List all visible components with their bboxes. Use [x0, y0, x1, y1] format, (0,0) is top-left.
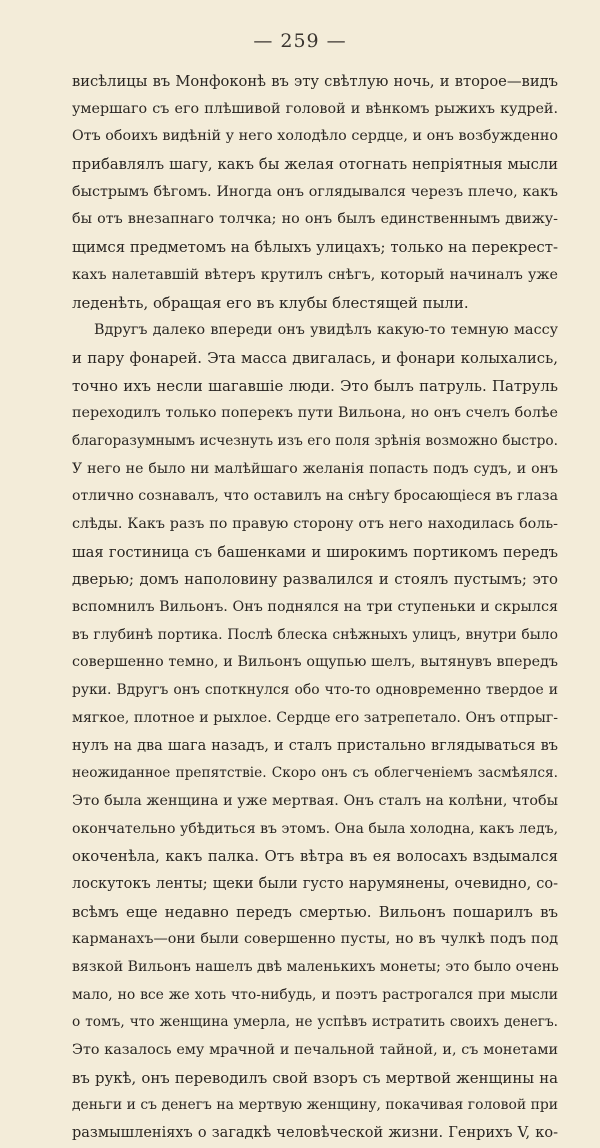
- page-number: — 259 —: [253, 30, 347, 52]
- text-line: окоченѣла, какъ палка. Отъ вѣтра въ ея волосахъ вздымался: [72, 847, 558, 866]
- text-line: дверью; домъ наполовину развалился и стоялъ пустымъ; это: [72, 570, 558, 589]
- text-line: леденѣть, обращая его въ клубы блестящей пыли.: [72, 293, 469, 312]
- text-line: Отъ обоихъ видѣній у него холодѣло сердце, и онъ возбужденно: [72, 128, 558, 145]
- text-line: всѣмъ еще недавно передъ смертью. Вильонъ пошарилъ въ: [72, 902, 558, 921]
- text-line: прибавлялъ шагу, какъ бы желая отогнать непріятныя мысли: [72, 156, 558, 174]
- text-line: о томъ, что женщина умерла, не успѣвъ истратить своихъ денегъ.: [72, 1014, 558, 1031]
- text-line: совершенно темно, и Вильонъ ощупью шелъ, вытянувъ впередъ: [72, 654, 558, 671]
- text-line: мягкое, плотное и рыхлое. Сердце его затрепетало. Онъ отпрыг-: [72, 709, 558, 726]
- text-line: деньги и съ денегъ на мертвую женщину, покачивая головой при: [72, 1097, 558, 1114]
- text-line: карманахъ—они были совершенно пусты, но въ чулкѣ подъ под: [72, 931, 558, 948]
- text-line: нулъ на два шага назадъ, и сталъ пристально вглядываться въ: [72, 737, 558, 754]
- text-line: точно ихъ несли шагавшіе люди. Это былъ патруль. Патруль: [72, 376, 558, 395]
- text-line: мало, но все же хоть что-нибудь, и поэтъ растрогался при мысли: [72, 986, 558, 1003]
- text-line: быстрымъ бѣгомъ. Иногда онъ оглядывался черезъ плечо, какъ: [72, 183, 558, 200]
- text-line: руки. Вдругъ онъ споткнулся обо что-то одновременно твердое и: [72, 682, 558, 699]
- text-line: Это казалось ему мрачной и печальной тайной, и, съ монетами: [72, 1042, 558, 1059]
- text-line: У него не было ни малѣйшаго желанія попасть подъ судъ, и онъ: [72, 460, 558, 477]
- text-line: шая гостиница съ башенками и широкимъ портикомъ передъ: [72, 543, 558, 561]
- text-line: лоскутокъ ленты; щеки были густо нарумянены, очевидно, со-: [72, 875, 558, 892]
- text-line: отлично сознавалъ, что оставилъ на снѣгу бросающіеся въ глаза: [72, 488, 558, 505]
- paragraph-start-line: Вдругъ далеко впереди онъ увидѣлъ какую-то темную массу: [94, 322, 558, 339]
- text-line: умершаго съ его плѣшивой головой и вѣнкомъ рыжихъ кудрей.: [72, 100, 558, 117]
- text-line: и пару фонарей. Эта масса двигалась, и фонари колыхались,: [72, 348, 558, 367]
- text-line: окончательно убѣдиться въ этомъ. Она была холодна, какъ ледъ,: [72, 820, 559, 837]
- text-line: въ рукѣ, онъ переводилъ свой взоръ съ мертвой женщины на: [72, 1068, 558, 1087]
- text-line: размышленіяхъ о загадкѣ человѣческой жизни. Генрихъ V, ко-: [72, 1125, 558, 1142]
- text-line: висѣлицы въ Монфоконѣ въ эту свѣтлую ночь, и второе—видъ: [72, 73, 558, 90]
- text-line: переходилъ только поперекъ пути Вильона, но онъ счелъ болѣе: [72, 405, 558, 422]
- text-line: Это была женщина и уже мертвая. Онъ сталъ на колѣни, чтобы: [72, 792, 558, 809]
- text-line: неожиданное препятствіе. Скоро онъ съ облегченіемъ засмѣялся.: [72, 765, 558, 782]
- text-line: кахъ налетавшій вѣтеръ крутилъ снѣгъ, который начиналъ уже: [72, 266, 558, 283]
- body-text: [72, 68, 558, 1148]
- text-line: вязкой Вильонъ нашелъ двѣ маленькихъ монеты; это было очень: [72, 959, 559, 975]
- text-line: щимся предметомъ на бѣлыхъ улицахъ; только на перекрест-: [72, 238, 558, 257]
- text-line: бы отъ внезапнаго толчка; но онъ былъ единственнымъ движу-: [72, 211, 558, 228]
- text-line: слѣды. Какъ разъ по правую сторону отъ него находилась боль-: [72, 516, 558, 532]
- text-line: вспомнилъ Вильонъ. Онъ поднялся на три ступеньки и скрылся: [72, 599, 558, 616]
- text-line: въ глубинѣ портика. Послѣ блеска снѣжныхъ улицъ, внутри было: [72, 626, 558, 643]
- text-line: благоразумнымъ исчезнуть изъ его поля зрѣнія возможно быстро.: [72, 432, 558, 449]
